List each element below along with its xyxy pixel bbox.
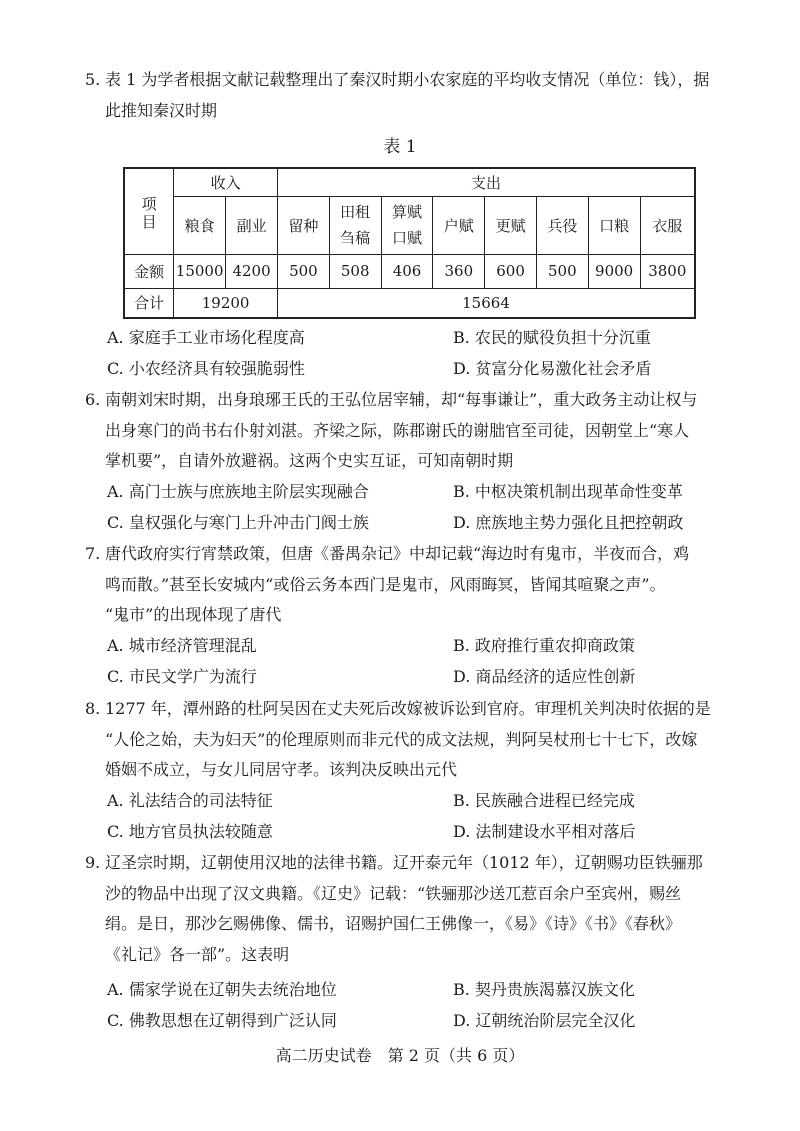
expense-value: 406 <box>381 254 433 288</box>
question-5-stem-1: 表 1 为学者根据文献记载整理出了秦汉时期小农家庭的平均收支情况（单位：钱），据 <box>105 70 710 89</box>
option-d[interactable]: D. 法制建设水平相对落后 <box>453 821 636 841</box>
expense-value: 9000 <box>588 254 640 288</box>
option-c[interactable]: C. 小农经济具有较强脆弱性 <box>107 358 305 378</box>
option-a[interactable]: A. 礼法结合的司法特征 <box>107 791 273 810</box>
option-c[interactable]: C. 市民文学广为流行 <box>107 666 257 686</box>
question-6-stem-3: 掌机要”，自请外放避祸。这两个史实互证，可知南朝时期 <box>105 451 514 470</box>
income-header: 收入 <box>174 168 278 196</box>
option-row <box>107 323 727 354</box>
option-c[interactable]: C. 地方官员执法较随意 <box>107 821 273 841</box>
option-row <box>107 354 727 385</box>
option-row <box>107 477 727 508</box>
question-9-options <box>107 975 727 1036</box>
total-label: 合计 <box>124 288 174 318</box>
table-subheader-row <box>124 196 695 254</box>
question-number: 6. <box>85 390 101 409</box>
expense-header: 支出 <box>278 168 696 196</box>
question-6-stem-2: 出身寒门的尚书右仆射刘湛。齐梁之际，陈郡谢氏的谢朏官至司徒，因朝堂上“寒人 <box>105 420 690 440</box>
total-row <box>124 288 695 318</box>
expense-col-label: 田租刍稿 <box>340 203 371 247</box>
question-number: 9. <box>85 853 101 872</box>
option-row <box>107 975 727 1006</box>
option-d[interactable]: D. 贫富分化易激化社会矛盾 <box>453 358 652 378</box>
question-7 <box>85 539 725 631</box>
question-8-stem-3: 婚姻不成立，与女儿同居守孝。该判决反映出元代 <box>105 760 458 779</box>
question-8-stem-1: 1277 年，潭州路的杜阿吴因在丈夫死后改嫁被诉讼到官府。审理机关判决时依据的是 <box>105 699 711 718</box>
question-6-options <box>107 477 727 538</box>
question-8 <box>85 694 725 786</box>
question-6-line-1 <box>85 385 725 416</box>
question-5 <box>85 65 725 126</box>
option-row <box>107 786 727 817</box>
question-7-line-1 <box>85 539 725 570</box>
question-6-stem-1: 南朝刘宋时期，出身琅琊王氏的王弘位居宰辅，却“每事谦让”，重大政务主动让权与 <box>105 390 698 409</box>
table-title: 表 1 <box>383 137 417 157</box>
question-9-stem-3: 绢。是日，那沙乞赐佛像、儒书，诏赐护国仁王佛像一，《易》《诗》《书》《春秋》 <box>105 914 682 933</box>
expense-col-header: 户赋 <box>433 196 485 254</box>
question-7-stem-2: 鸣而散。”甚至长安城内“或俗云务本西门是鬼市，风雨晦冥，皆闻其喧聚之声”。 <box>105 574 666 594</box>
income-col-header: 副业 <box>226 196 278 254</box>
expense-total: 15664 <box>278 288 696 318</box>
option-c[interactable]: C. 皇权强化与寒门上升冲击门阀士族 <box>107 512 369 532</box>
question-9-line-1 <box>85 848 725 879</box>
option-b[interactable]: B. 中枢决策机制出现革命性变革 <box>453 482 683 501</box>
question-9-stem-1: 辽圣宗时期，辽朝使用汉地的法律书籍。辽开泰元年（1012 年），辽朝赐功臣铁骊那 <box>105 853 703 872</box>
question-9-stem-2: 沙的物品中出现了汉文典籍。《辽史》记载：“铁骊那沙送兀惹百余户至宾州，赐丝 <box>105 883 682 903</box>
income-expense-table <box>123 167 696 319</box>
option-a[interactable]: A. 家庭手工业市场化程度高 <box>107 328 305 347</box>
option-b[interactable]: B. 契丹贵族渴慕汉族文化 <box>453 980 635 999</box>
question-5-line-1 <box>85 65 725 96</box>
question-number: 5. <box>85 70 101 89</box>
expense-value: 500 <box>536 254 588 288</box>
expense-value: 360 <box>433 254 485 288</box>
expense-col-header <box>381 196 433 254</box>
expense-col-header <box>329 196 381 254</box>
option-d[interactable]: D. 庶族地主势力强化且把控朝政 <box>453 512 684 532</box>
question-9 <box>85 848 725 970</box>
expense-col-header: 口粮 <box>588 196 640 254</box>
option-d[interactable]: D. 辽朝统治阶层完全汉化 <box>453 1010 636 1030</box>
income-value: 15000 <box>174 254 226 288</box>
expense-col-header: 衣服 <box>640 196 695 254</box>
option-row <box>107 1006 727 1037</box>
question-7-options <box>107 631 727 692</box>
question-number: 8. <box>85 699 101 718</box>
question-7-stem-1: 唐代政府实行宵禁政策，但唐《番禺杂记》中却记载“海边时有鬼市，半夜而合，鸡 <box>105 544 690 563</box>
income-col-header: 粮食 <box>174 196 226 254</box>
option-row <box>107 817 727 848</box>
expense-col-header: 兵役 <box>536 196 588 254</box>
expense-value: 600 <box>485 254 537 288</box>
option-b[interactable]: B. 民族融合进程已经完成 <box>453 791 635 810</box>
expense-value: 500 <box>278 254 330 288</box>
option-c[interactable]: C. 佛教思想在辽朝得到广泛认同 <box>107 1010 337 1030</box>
option-a[interactable]: A. 高门士族与庶族地主阶层实现融合 <box>107 482 369 501</box>
amount-label: 金额 <box>124 254 174 288</box>
option-row <box>107 662 727 693</box>
question-7-stem-3: “鬼市”的出现体现了唐代 <box>105 605 282 624</box>
option-row <box>107 508 727 539</box>
option-row <box>107 631 727 662</box>
expense-col-label: 算赋口赋 <box>391 203 422 247</box>
item-header: 项目 <box>141 195 157 232</box>
question-5-options <box>107 323 727 384</box>
table-header-row <box>124 168 695 196</box>
option-d[interactable]: D. 商品经济的适应性创新 <box>453 666 636 686</box>
question-8-options <box>107 786 727 847</box>
option-b[interactable]: B. 政府推行重农抑商政策 <box>453 636 635 655</box>
question-6 <box>85 385 725 477</box>
question-9-stem-4: 《礼记》各一部”。这表明 <box>105 944 290 964</box>
expense-col-header: 更赋 <box>485 196 537 254</box>
question-8-line-1 <box>85 694 725 725</box>
expense-col-header: 留种 <box>278 196 330 254</box>
option-a[interactable]: A. 儒家学说在辽朝失去统治地位 <box>107 980 337 999</box>
expense-value: 508 <box>329 254 381 288</box>
question-number: 7. <box>85 544 101 563</box>
income-total: 19200 <box>174 288 278 318</box>
amount-row <box>124 254 695 288</box>
expense-value: 3800 <box>640 254 695 288</box>
question-5-stem-2: 此推知秦汉时期 <box>105 100 218 120</box>
item-header-cell <box>124 168 174 254</box>
income-value: 4200 <box>226 254 278 288</box>
option-a[interactable]: A. 城市经济管理混乱 <box>107 636 257 655</box>
question-8-stem-2: “人伦之始，夫为妇天”的伦理原则而非元代的成文法规，判阿吴杖刑七十七下，改嫁 <box>105 729 698 749</box>
page-footer: 高二历史试卷 第 2 页（共 6 页） <box>275 1046 525 1065</box>
option-b[interactable]: B. 农民的赋役负担十分沉重 <box>453 328 651 347</box>
